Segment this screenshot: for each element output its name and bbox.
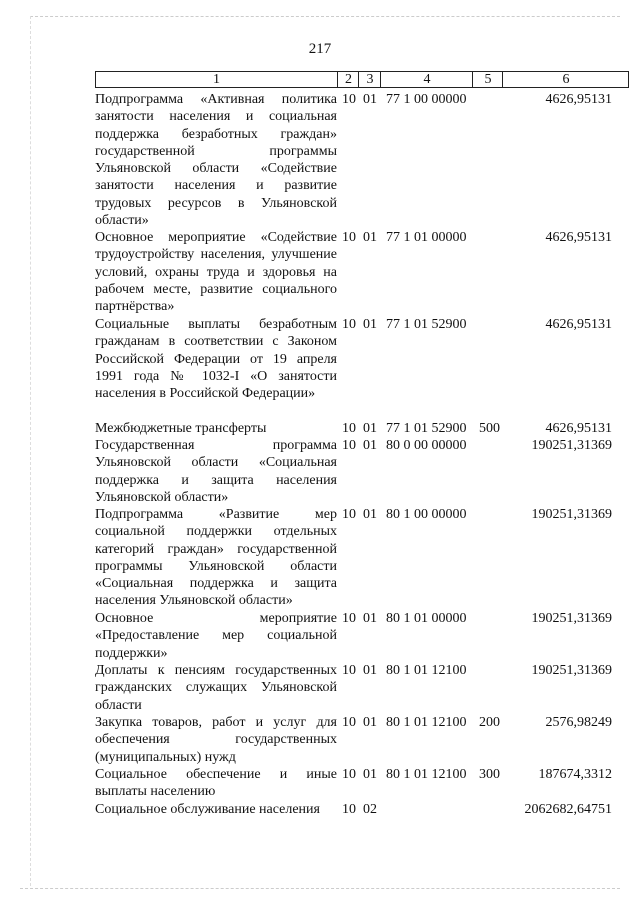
row-vr: 500 (479, 421, 500, 436)
table-row (0, 766, 640, 801)
row-sum: 4626,95131 (545, 317, 612, 332)
row-csr: 80 1 00 00000 (386, 507, 467, 522)
row-pr: 01 (363, 507, 377, 522)
row-rz: 10 (342, 230, 356, 245)
row-pr: 01 (363, 611, 377, 626)
row-csr: 77 1 00 00000 (386, 92, 467, 107)
row-sum: 2576,98249 (545, 715, 612, 730)
table-header (95, 71, 629, 88)
table-row (0, 316, 640, 420)
row-name: Межбюджетные трансферты (95, 421, 267, 436)
row-name: Социальное обеспечение и иные выплаты населению (95, 767, 337, 800)
row-name: Подпрограмма «Активная политика занятости населения и социальная поддержка безработных граждан» государственной программы Ульяновской области «Содействие занятости населения и развитие трудовых ресурсов в Ульяновской области» (95, 92, 337, 229)
row-name: Закупка товаров, работ и услуг для обеспечения государственных (муниципальных) нужд (95, 715, 337, 765)
row-sum: 2062682,64751 (524, 802, 612, 817)
row-rz: 10 (342, 802, 356, 817)
row-name: Основное мероприятие «Содействие трудоустройству населения, улучшение условий, охраны труда и здоровья на рабочем месте, развитие социального партнёрства» (95, 230, 337, 315)
row-rz: 10 (342, 767, 356, 782)
row-vr: 200 (479, 715, 500, 730)
row-sum: 190251,31369 (531, 663, 612, 678)
row-csr: 80 1 01 12100 (386, 767, 467, 782)
table-row (0, 714, 640, 766)
row-sum: 190251,31369 (531, 611, 612, 626)
table-row (0, 229, 640, 316)
row-csr: 77 1 01 52900 (386, 421, 467, 436)
row-rz: 10 (342, 611, 356, 626)
row-name: Доплаты к пенсиям государственных гражданских служащих Ульяновской области (95, 663, 337, 713)
row-csr: 80 1 01 12100 (386, 663, 467, 678)
row-rz: 10 (342, 92, 356, 107)
row-csr: 77 1 01 00000 (386, 230, 467, 245)
row-pr: 02 (363, 802, 377, 817)
row-csr: 80 1 01 12100 (386, 715, 467, 730)
row-csr: 77 1 01 52900 (386, 317, 467, 332)
header-col-4: 4 (380, 72, 473, 87)
table-body (0, 91, 640, 836)
row-rz: 10 (342, 507, 356, 522)
row-pr: 01 (363, 92, 377, 107)
row-rz: 10 (342, 317, 356, 332)
row-name: Социальное обслуживание населения (95, 802, 320, 817)
row-csr: 80 1 01 00000 (386, 611, 467, 626)
table-row (0, 662, 640, 714)
header-col-2: 2 (337, 72, 359, 87)
row-sum: 190251,31369 (531, 507, 612, 522)
row-csr: 80 0 00 00000 (386, 438, 467, 453)
header-col-5: 5 (472, 72, 503, 87)
row-rz: 10 (342, 715, 356, 730)
row-pr: 01 (363, 317, 377, 332)
table-row (0, 801, 640, 836)
row-pr: 01 (363, 767, 377, 782)
row-sum: 4626,95131 (545, 421, 612, 436)
row-name: Социальные выплаты безработным гражданам в соответствии с Законом Российской Федерации от 19 апреля 1991 года № 1032-I «О занятости населения в Российской Федерации» (95, 317, 337, 402)
row-pr: 01 (363, 663, 377, 678)
page-number: 217 (308, 41, 332, 57)
scan-border-bottom (20, 888, 620, 889)
row-sum: 187674,3312 (538, 767, 612, 782)
row-sum: 190251,31369 (531, 438, 612, 453)
table-row (0, 437, 640, 506)
row-pr: 01 (363, 230, 377, 245)
table-row (0, 420, 640, 437)
scan-border-top (30, 16, 620, 17)
row-name: Государственная программа Ульяновской области «Социальная поддержка и защита населения Ульяновской области» (95, 438, 337, 505)
row-pr: 01 (363, 715, 377, 730)
table-row (0, 610, 640, 662)
table-row (0, 506, 640, 610)
row-vr: 300 (479, 767, 500, 782)
row-pr: 01 (363, 421, 377, 436)
row-name: Основное мероприятие «Предоставление мер социальной поддержки» (95, 611, 337, 661)
row-rz: 10 (342, 438, 356, 453)
row-rz: 10 (342, 663, 356, 678)
header-col-6: 6 (502, 72, 629, 87)
row-sum: 4626,95131 (545, 230, 612, 245)
row-name: Подпрограмма «Развитие мер социальной поддержки отдельных категорий граждан» государственной программы Ульяновской области «Социальная поддержка и защита населения Ульяновской области» (95, 507, 337, 609)
row-pr: 01 (363, 438, 377, 453)
header-col-1: 1 (213, 72, 220, 87)
header-col-3: 3 (358, 72, 381, 87)
row-rz: 10 (342, 421, 356, 436)
row-sum: 4626,95131 (545, 92, 612, 107)
table-row (0, 91, 640, 229)
